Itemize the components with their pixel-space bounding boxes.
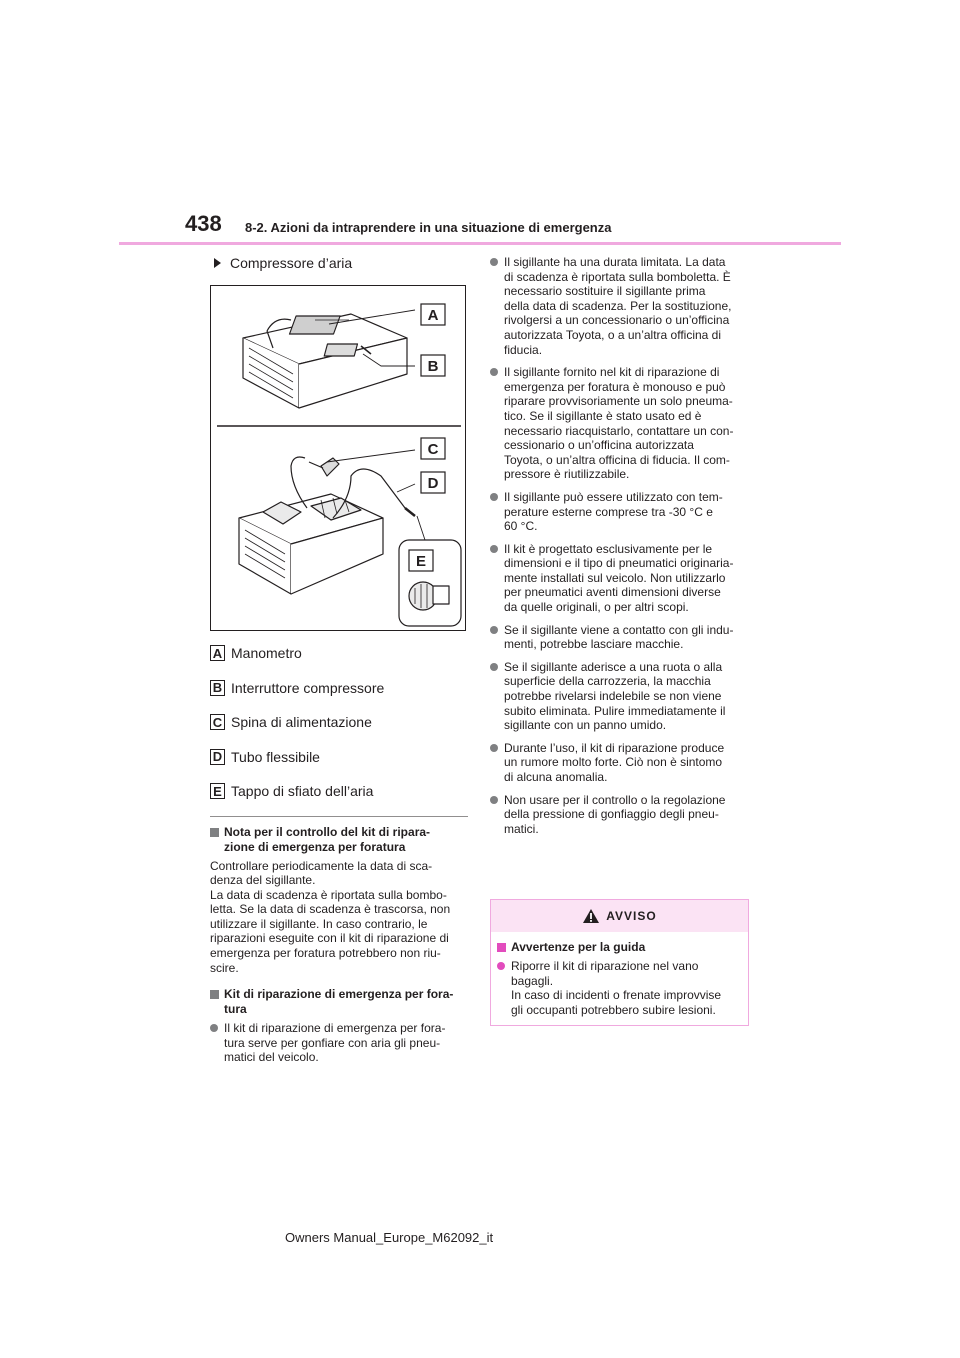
callout-e: E bbox=[415, 553, 427, 570]
list-item-text: Se il sigillante viene a contatto con gli indu- menti, potrebbe lasciare macchie. bbox=[504, 622, 734, 652]
right-column bbox=[490, 255, 750, 844]
round-bullet-icon bbox=[497, 962, 505, 970]
list-item bbox=[490, 623, 750, 652]
list-item bbox=[490, 365, 750, 482]
round-bullet-icon bbox=[490, 368, 498, 376]
triangle-bullet-icon bbox=[214, 258, 221, 268]
warning-heading-text: Avvertenze per la guida bbox=[511, 940, 646, 954]
round-bullet-icon bbox=[490, 663, 498, 671]
note-heading bbox=[210, 825, 468, 855]
warning-triangle-icon bbox=[582, 908, 600, 924]
list-item-text: Non usare per il controllo o la regolazione della pressione di gonfiaggio degli pneu- matici. bbox=[504, 792, 726, 836]
legend-item-c bbox=[210, 712, 468, 732]
footer-text: Owners Manual_Europe_M62092_it bbox=[285, 1230, 494, 1245]
legend-letter: C bbox=[210, 714, 225, 730]
list-item-text: Il sigillante fornito nel kit di riparazione di emergenza per foratura è monouso e può riparare provvisoriamente un solo pneuma- tico. Se il sigillante è stato usato ed è necessario riacquistarlo, contattare un con- cessionario o un’officina autorizzata Toyota, o un’altra officina di fiducia. Il com- pressore è riutilizzabile. bbox=[504, 365, 734, 482]
legend-item-b bbox=[210, 678, 468, 698]
compressor-figure bbox=[210, 285, 466, 631]
warning-box bbox=[490, 899, 749, 1026]
list-item bbox=[490, 542, 750, 615]
legend-item-d bbox=[210, 747, 468, 767]
list-item-text: Il sigillante può essere utilizzato con tem- perature esterne comprese tra -30 °C e 60 °C. bbox=[504, 489, 723, 534]
legend-label: Tubo flessibile bbox=[231, 748, 320, 765]
legend-item-e bbox=[210, 781, 468, 801]
warning-bullet-text: Riporre il kit di riparazione nel vano bagagli. In caso di incidenti o frenate improvvise gli occupanti potrebbero subire lesioni. bbox=[511, 959, 722, 1017]
warning-body bbox=[491, 932, 748, 1025]
list-item bbox=[490, 741, 750, 785]
callout-d: D bbox=[427, 475, 439, 492]
list-item-text: Durante l’uso, il kit di riparazione produce un rumore molto forte. Ciò non è sintomo di alcuna anomalia. bbox=[504, 740, 725, 784]
list-item bbox=[490, 660, 750, 733]
round-bullet-icon bbox=[490, 493, 498, 501]
round-bullet-icon bbox=[210, 1024, 218, 1032]
legend-letter: E bbox=[210, 783, 225, 799]
list-item bbox=[490, 793, 750, 837]
legend-label: Tappo di sfiato dell’aria bbox=[231, 783, 374, 799]
list-item-text: Il sigillante ha una durata limitata. La data di scadenza è riportata sulla bomboletta. È necessario sostituire il sigillante prima della data di scadenza. Per la sostituzione, rivolgersi a un concessionario o un’officina autorizzata Toyota, o a un’altra officina di fiducia. bbox=[504, 255, 732, 357]
list-item bbox=[490, 255, 750, 357]
kit-heading-text: Kit di riparazione di emergenza per fora- tura bbox=[224, 987, 454, 1017]
compressor-illustration bbox=[211, 286, 467, 632]
list-item-text: Il kit è progettato esclusivamente per le dimensioni e il tipo di pneumatici originaria- mente installati sul veicolo. Non utilizzarlo per pneumatici aventi dimensioni diverse da quelle originali, o per altri scopi. bbox=[504, 541, 734, 615]
round-bullet-icon bbox=[490, 626, 498, 634]
round-bullet-icon bbox=[490, 744, 498, 752]
round-bullet-icon bbox=[490, 258, 498, 266]
callout-a: A bbox=[427, 307, 439, 324]
figure-subheading-text: Compressore d’aria bbox=[230, 255, 353, 271]
legend-label: Manometro bbox=[231, 645, 302, 661]
figure-legend bbox=[210, 643, 468, 801]
warning-title: AVVISO bbox=[606, 909, 657, 923]
page-number: 438 bbox=[185, 211, 222, 236]
legend-label: Spina di alimentazione bbox=[231, 714, 372, 730]
legend-letter: D bbox=[210, 749, 225, 765]
square-bullet-icon bbox=[210, 828, 219, 837]
left-column bbox=[210, 255, 468, 1073]
list-item bbox=[490, 490, 750, 534]
callout-c: C bbox=[427, 441, 439, 458]
round-bullet-icon bbox=[490, 796, 498, 804]
header-rule bbox=[119, 242, 841, 245]
warning-heading bbox=[497, 940, 742, 955]
kit-bullet bbox=[210, 1021, 468, 1065]
list-item-text: Se il sigillante aderisce a una ruota o alla superficie della carrozzeria, la macchia potrebbe rivelarsi indelebile se non viene subito eliminata. Pulire immediatamente il sigillante con un panno umido. bbox=[504, 659, 726, 733]
figure-subheading bbox=[214, 255, 468, 271]
section-title: 8-2. Azioni da intraprendere in una situazione di emergenza bbox=[245, 220, 612, 235]
round-bullet-icon bbox=[490, 545, 498, 553]
legend-label: Interruttore compressore bbox=[231, 679, 385, 696]
legend-letter: A bbox=[210, 645, 225, 661]
kit-heading bbox=[210, 987, 468, 1017]
square-bullet-icon bbox=[497, 943, 506, 952]
callout-b: B bbox=[427, 358, 439, 375]
note-paragraph: Controllare periodicamente la data di sca- denza del sigillante. La data di scadenza è riportata sulla bombo- letta. Se la data di scadenza è trascorsa, non utilizzare il sigillante. In caso contrario, le riparazioni eseguite con il kit di riparazione di emergenza per foratura potrebbero non riu- scire. bbox=[210, 858, 451, 975]
warning-bullet bbox=[497, 959, 742, 1017]
legend-letter: B bbox=[210, 680, 225, 696]
legend-item-a bbox=[210, 643, 468, 663]
kit-bullet-text: Il kit di riparazione di emergenza per fora- tura serve per gonfiare con aria gli pneu- matici del veicolo. bbox=[224, 1021, 446, 1065]
note-heading-text: Nota per il controllo del kit di ripara- zione di emergenza per foratura bbox=[224, 824, 431, 854]
warning-header bbox=[491, 900, 748, 932]
square-bullet-icon bbox=[210, 990, 219, 999]
section-divider bbox=[210, 816, 468, 817]
